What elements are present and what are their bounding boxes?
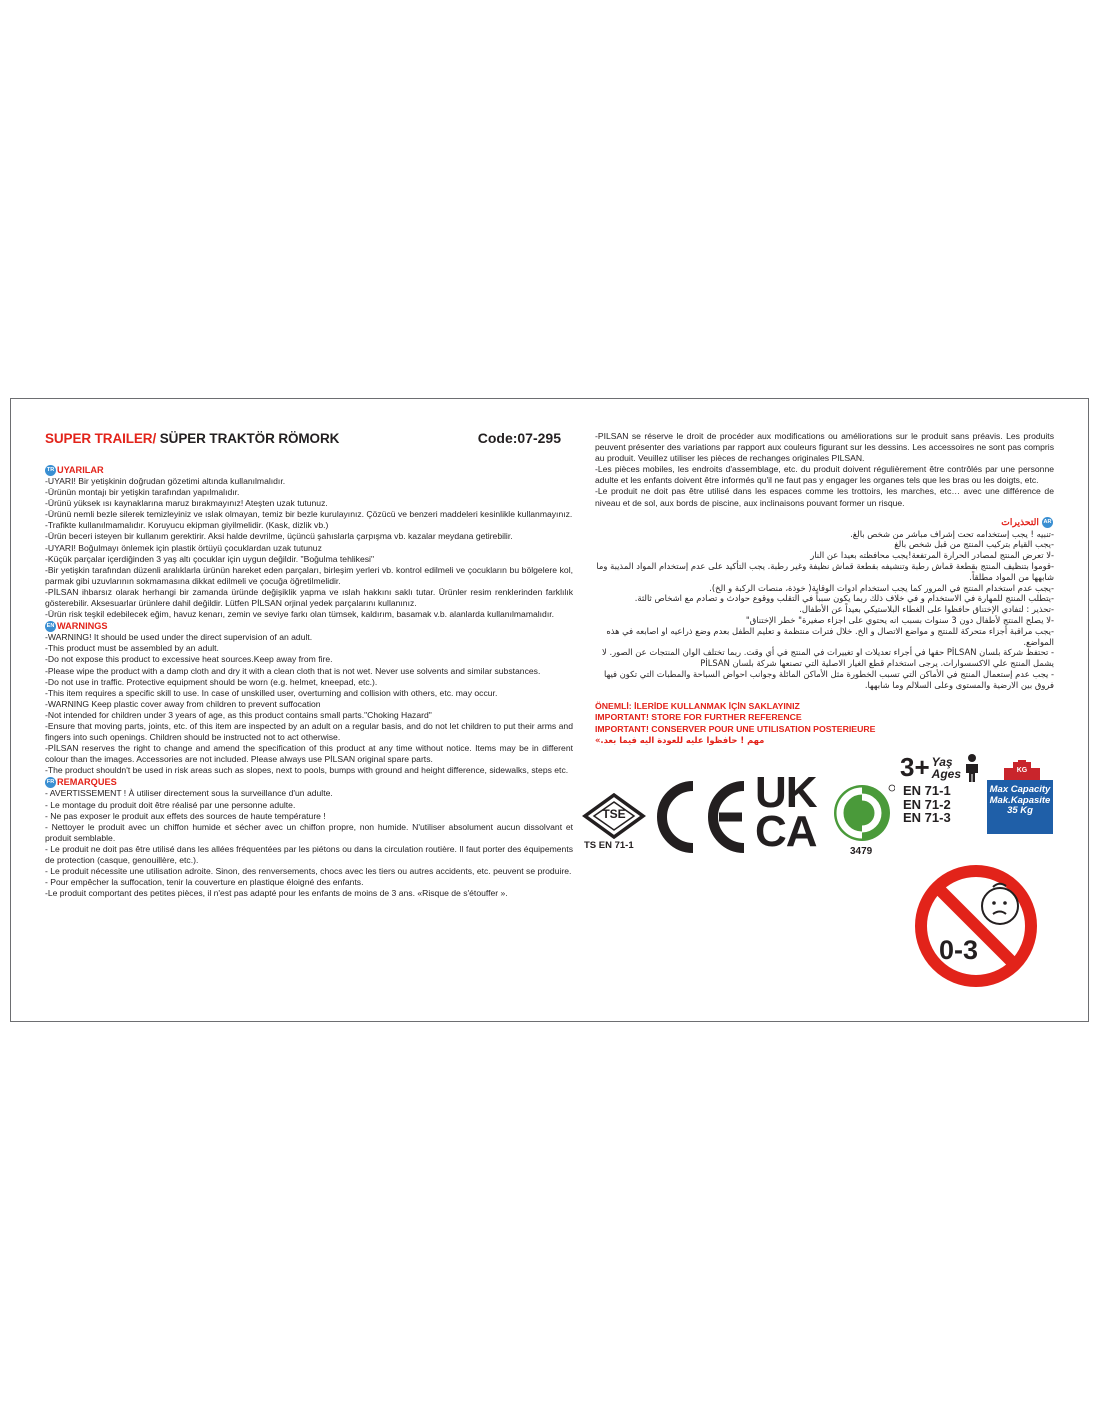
standard-line: EN 71-2 (903, 796, 951, 812)
section-header-tr (45, 465, 573, 476)
warning-line: -Ürünü yüksek ısı kaynaklarına maruz bırakmayınız! Ateşten uzak tutunuz. (45, 498, 328, 509)
ukca-top: UK (755, 768, 817, 817)
warning-line: -UYARI! Bir yetişkinin doğrudan gözetimi altında kullanılmalıdır. (45, 476, 286, 486)
warning-line: -قوموا بتنظيف المنتج بقطعة قماش رطبة وتنشيفه بقطعة قماش نظيفة وغير رطبة. يجب التأكيد على عدم إستخدام المواد المذيبة وما شابهها من المواد مطلقاً. (596, 561, 1054, 582)
warning-line: -Ürün beceri isteyen bir kullanım gerektirir. Aksi halde devrilme, üçüncü şahıslarla çarpışma vb. kazalar meydana getirebilir. (45, 531, 513, 542)
standard-line: EN 71-1 (903, 783, 951, 798)
warning-line: -Le produit comportant des petites pièces, il n'est pas adapté pour les enfants de moins de 3 ans. «Risque de s'étouffer ». (45, 888, 508, 899)
section-title-fr: REMARQUES (57, 777, 117, 788)
warning-line: - AVERTISSEMENT ! À utiliser directement sous la surveillance d'un adulte. (45, 788, 333, 799)
warnings-ar (595, 529, 1054, 691)
warning-line: -UYARI! Boğulmayı önlemek için plastik örtüyü çocuklardan uzak tutunuz (45, 542, 322, 553)
warning-line: -Küçük parçalar içerdiğinden 3 yaş altı çocuklar için uygun değildir. "Boğulma tehlikesi" (45, 553, 375, 564)
age-word-tr: Yaş (931, 754, 953, 769)
green-dot-icon (833, 783, 895, 845)
warning-line: - Le produit nécessite une utilisation adroite. Sinon, des renversements, chocs avec les tiers ou autres accidents, etc. peuvent se produire. (45, 866, 572, 877)
warning-line: -The product shouldn't be used in risk areas such as slopes, next to pools, bumps with ground and height difference, sidewalks, steps etc. (45, 765, 569, 776)
child-figure-icon (963, 753, 981, 783)
ukca-mark-icon (755, 768, 817, 856)
warning-line: -Please wipe the product with a damp cloth and dry it with a clean cloth that is not wet. Never use solvents and similar substances. (45, 665, 541, 676)
warning-line: - Nettoyer le produit avec un chiffon humide et sécher avec un chiffon propre, non humide. N'utiliser absolument aucun dissolvant et produit semblable. (45, 821, 573, 843)
kg-label: KG (1016, 767, 1028, 774)
warning-line: -لا تعرض المنتج لمصادر الحرارة المرتفعة!يجب محافظته بعيدا عن النار (810, 550, 1054, 561)
warning-line: - تحتفظ شركة بلسان PİLSAN حقها في أجراء تعديلات او تغييرات في المنتج في أي وقت. ربما تختلف الوان المنتجات عن الصور. لا يشمل المنتج علي الاكسسوارات. يرجى استخدام قطع الغيار الاصلية التي تصنعها شركة بلسان PİLSAN (602, 647, 1054, 669)
warning-line: -Le produit ne doit pas être utilisé dans les espaces comme les trottoirs, les marches, etc… avec une différence de niveau et de sol, aux bords de piscine, aux inclinaisons pouvant former un risque. (595, 486, 1054, 508)
section-title-ar: التحذيرات (1001, 517, 1039, 528)
warning-line: -لا يصلح المنتج لأطفال دون 3 سنوات بسبب انه يحتوي على اجزاء صغيرة" خطر الإختناق" (745, 615, 1054, 626)
title-en: SUPER TRAILER/ (45, 431, 157, 446)
warning-line: -يتطلب المنتج للمهارة في الاستخدام و في خلاف ذلك ربما يكون سبباً في التقلب ووقوع حوادث و تصادم مع اشخاص ثالثة. (634, 593, 1054, 604)
title-tr: SÜPER TRAKTÖR RÖMORK (156, 431, 340, 446)
warning-line: - Ne pas exposer le produit aux effets des sources de haute température ! (45, 810, 326, 821)
warnings-en (45, 632, 573, 776)
warning-line: -WARNING Keep plastic cover away from children to prevent suffocation (45, 698, 321, 709)
age-number: 3+ (900, 752, 930, 782)
ukca-bottom: CA (755, 807, 817, 856)
capacity-line: Max Capacity (989, 784, 1051, 795)
warning-line: -PILSAN se réserve le droit de procéder aux modifications ou améliorations sur le produit sans préavis. Les produits peuvent présenter des variations par rapport aux couleurs figurant sur les dessins. Les accessoires ne sont pas compris au produit. Veuillez utiliser les pièces de rechanges originales PILSAN. (595, 431, 1054, 464)
age-warning-text: 0-3 (939, 935, 979, 965)
section-header-ar (595, 517, 1054, 529)
age-word-en: Ages (931, 766, 961, 781)
warning-line: -Ürün risk teşkil edebilecek eğim, havuz kenarı, zemin ve seviye farkı olan tümsek, kaldırım, basamak v.b. alanlarda kullanılmamalıdır. (45, 609, 554, 620)
warning-line: -Ürünün montajı bir yetişkin tarafından yapılmalıdır. (45, 487, 240, 498)
en-badge-icon: EN (45, 621, 56, 632)
title-row (45, 430, 573, 453)
warning-line: -Trafikte kullanılmamalıdır. Koruyucu ekipman giyilmelidir. (Kask, dizlik vb.) (45, 520, 329, 531)
warning-line: -يجب عدم استخدام المنتج في المرور كما يجب استخدام ادوات الوقاية( خوذة، منصات الركبة و الخ). (709, 582, 1054, 593)
tr-badge-icon: TR (45, 465, 56, 476)
warning-line: - Le montage du produit doit être réalisé par une personne adulte. (45, 799, 296, 810)
max-capacity-badge (987, 780, 1053, 834)
age-0-3-warning-icon (913, 863, 1039, 994)
age-rating (900, 752, 981, 783)
warnings-fr-continued (595, 431, 1054, 509)
warning-line: - Pour empêcher la suffocation, tenir la couverture en plastique éloigné des enfants. (45, 877, 364, 888)
product-title (45, 433, 339, 444)
important-en: IMPORTANT! STORE FOR FURTHER REFERENCE (595, 712, 802, 723)
warning-line: - يجب عدم إستعمال المنتج في الأماكن التي تسبب الخطورة مثل الأماكن المائلة وجوانب احواض السباحة والمطبات التي تكون فيها فروق بين الارضية والمستوى وعلى السلالم وما شابهها. (604, 669, 1054, 690)
warning-line: -Ürünü nemli bezle silerek temizleyiniz ve ıslak olmayan, temiz bir bezle kurulayınız. Çözücü ve benzeri maddeleri kesinlikle kullanmayınız. (45, 509, 573, 520)
warnings-tr (45, 476, 573, 620)
warning-line: -يجب مراقبة أجزاء متحركة للمنتج و مواضع الاتصال و الخ. خلال فترات منتظمة و تعليم الطفل بعدم وضع ذراعيه او اصابعه في هذه المواضع. (606, 625, 1054, 647)
important-notice (595, 701, 1054, 747)
warnings-fr (45, 788, 573, 899)
warning-line: -Not intended for children under 3 years of age, as this product contains small parts."Choking Hazard" (45, 709, 432, 720)
warning-line: -PİLSAN ihbarsız olarak herhangi bir zamanda üründe değişiklik yapma ve ıslah hakkını saklı tutar. Ürünler resim renklerinden farklılık gösterebilir. Aksesuarlar ürünlere dahil değildir. Lütfen PİLSAN orjinal yedek parçalarını kullanınız. (45, 586, 573, 609)
important-fr: IMPORTANT! CONSERVER POUR UNE UTILISATION POSTERIEURE (595, 723, 876, 734)
warning-line: -تنبيه ! يجب إستخدامه تحت إشراف مباشر من شخص بالغ. (850, 528, 1054, 539)
age-words (932, 756, 961, 780)
fr-badge-icon: FR (45, 777, 56, 788)
left-column (45, 430, 573, 899)
warning-line: -This product must be assembled by an adult. (45, 643, 219, 654)
important-tr: ÖNEMLİ: İLERİDE KULLANMAK İÇİN SAKLAYINIZ (595, 700, 800, 711)
product-code: Code:07-295 (477, 430, 561, 446)
green-dot-logo (833, 783, 895, 857)
warning-line: -Do not use in traffic. Protective equipment should be worn (e.g. helmet, kneepad, etc.). (45, 676, 378, 687)
warning-line: -Les pièces mobiles, les endroits d'assemblage, etc. du produit doivent régulièrement être contrôlés par une personne adulte et les enfants doivent être informés qu'il ne faut pas y engager les organes tels que les bras ou les doigts, etc. (595, 464, 1054, 486)
en71-standards (903, 784, 951, 825)
warning-line: -PİLSAN reserves the right to change and amend the specification of this product at any time without notice. Items may be in different colour than the images. Accessories are not included. Please always use PİLSAN original spare parts. (45, 743, 573, 765)
capacity-line: Mak.Kapasite (989, 794, 1051, 806)
section-header-fr (45, 777, 573, 788)
ar-badge-icon: AR (1042, 517, 1053, 528)
section-header-en (45, 621, 573, 632)
warning-line: -يجب القيام بتركيب المنتج من قبل شخص بالغ (894, 539, 1054, 550)
warning-line: -تحذير : لتفادي الإختناق حافظوا على الغطاء البلاستيكي بعيداً عن الأطفال. (799, 604, 1054, 615)
section-title-tr: UYARILAR (57, 464, 104, 475)
warning-line: -Ensure that moving parts, joints, etc. of this item are inspected by an adult on a regular basis, and do not let children to put their arms and fingers into such openings. Children should be instructed not to act otherwise. (45, 720, 573, 743)
tse-logo (582, 793, 646, 853)
right-column (595, 431, 1054, 746)
important-ar: مهم ! حافظوا عليه للعودة اليه فيما بعد.» (595, 735, 765, 746)
green-dot-number: 3479 (850, 846, 873, 857)
warning-line: -Bir yetişkin tarafından düzenli aralıklarla ürünün hareket eden parçaları, birleşim yerleri vb. kontrol edilmeli ve çocukların bu bölgelere kol, parmak gibi uzuvlarının sokmamasına dikkat edilmeli ve çocuğa öğretilmelidir. (45, 564, 573, 586)
capacity-value: 35 Kg (1007, 805, 1033, 816)
warning-line: - Le produit ne doit pas être utilisé dans les allées fréquentées par les piétons ou dans la circulation routière. Il faut porter des équipements de protection (casque, genouillère, etc.). (45, 843, 573, 865)
tse-text: TSE (602, 807, 626, 821)
section-title-en: WARNINGS (57, 621, 108, 632)
warning-line: -This item requires a specific skill to use. In case of unskilled user, overturning and collision with others, etc. may occur. (45, 687, 498, 698)
ce-mark-icon (649, 778, 749, 861)
warning-line: -Do not expose this product to excessive heat sources.Keep away from fire. (45, 654, 333, 665)
tse-standard-text: TS EN 71-1 (584, 840, 634, 851)
standard-line: EN 71-3 (903, 810, 951, 825)
warning-line: -WARNING! It should be used under the direct supervision of an adult. (45, 632, 313, 643)
